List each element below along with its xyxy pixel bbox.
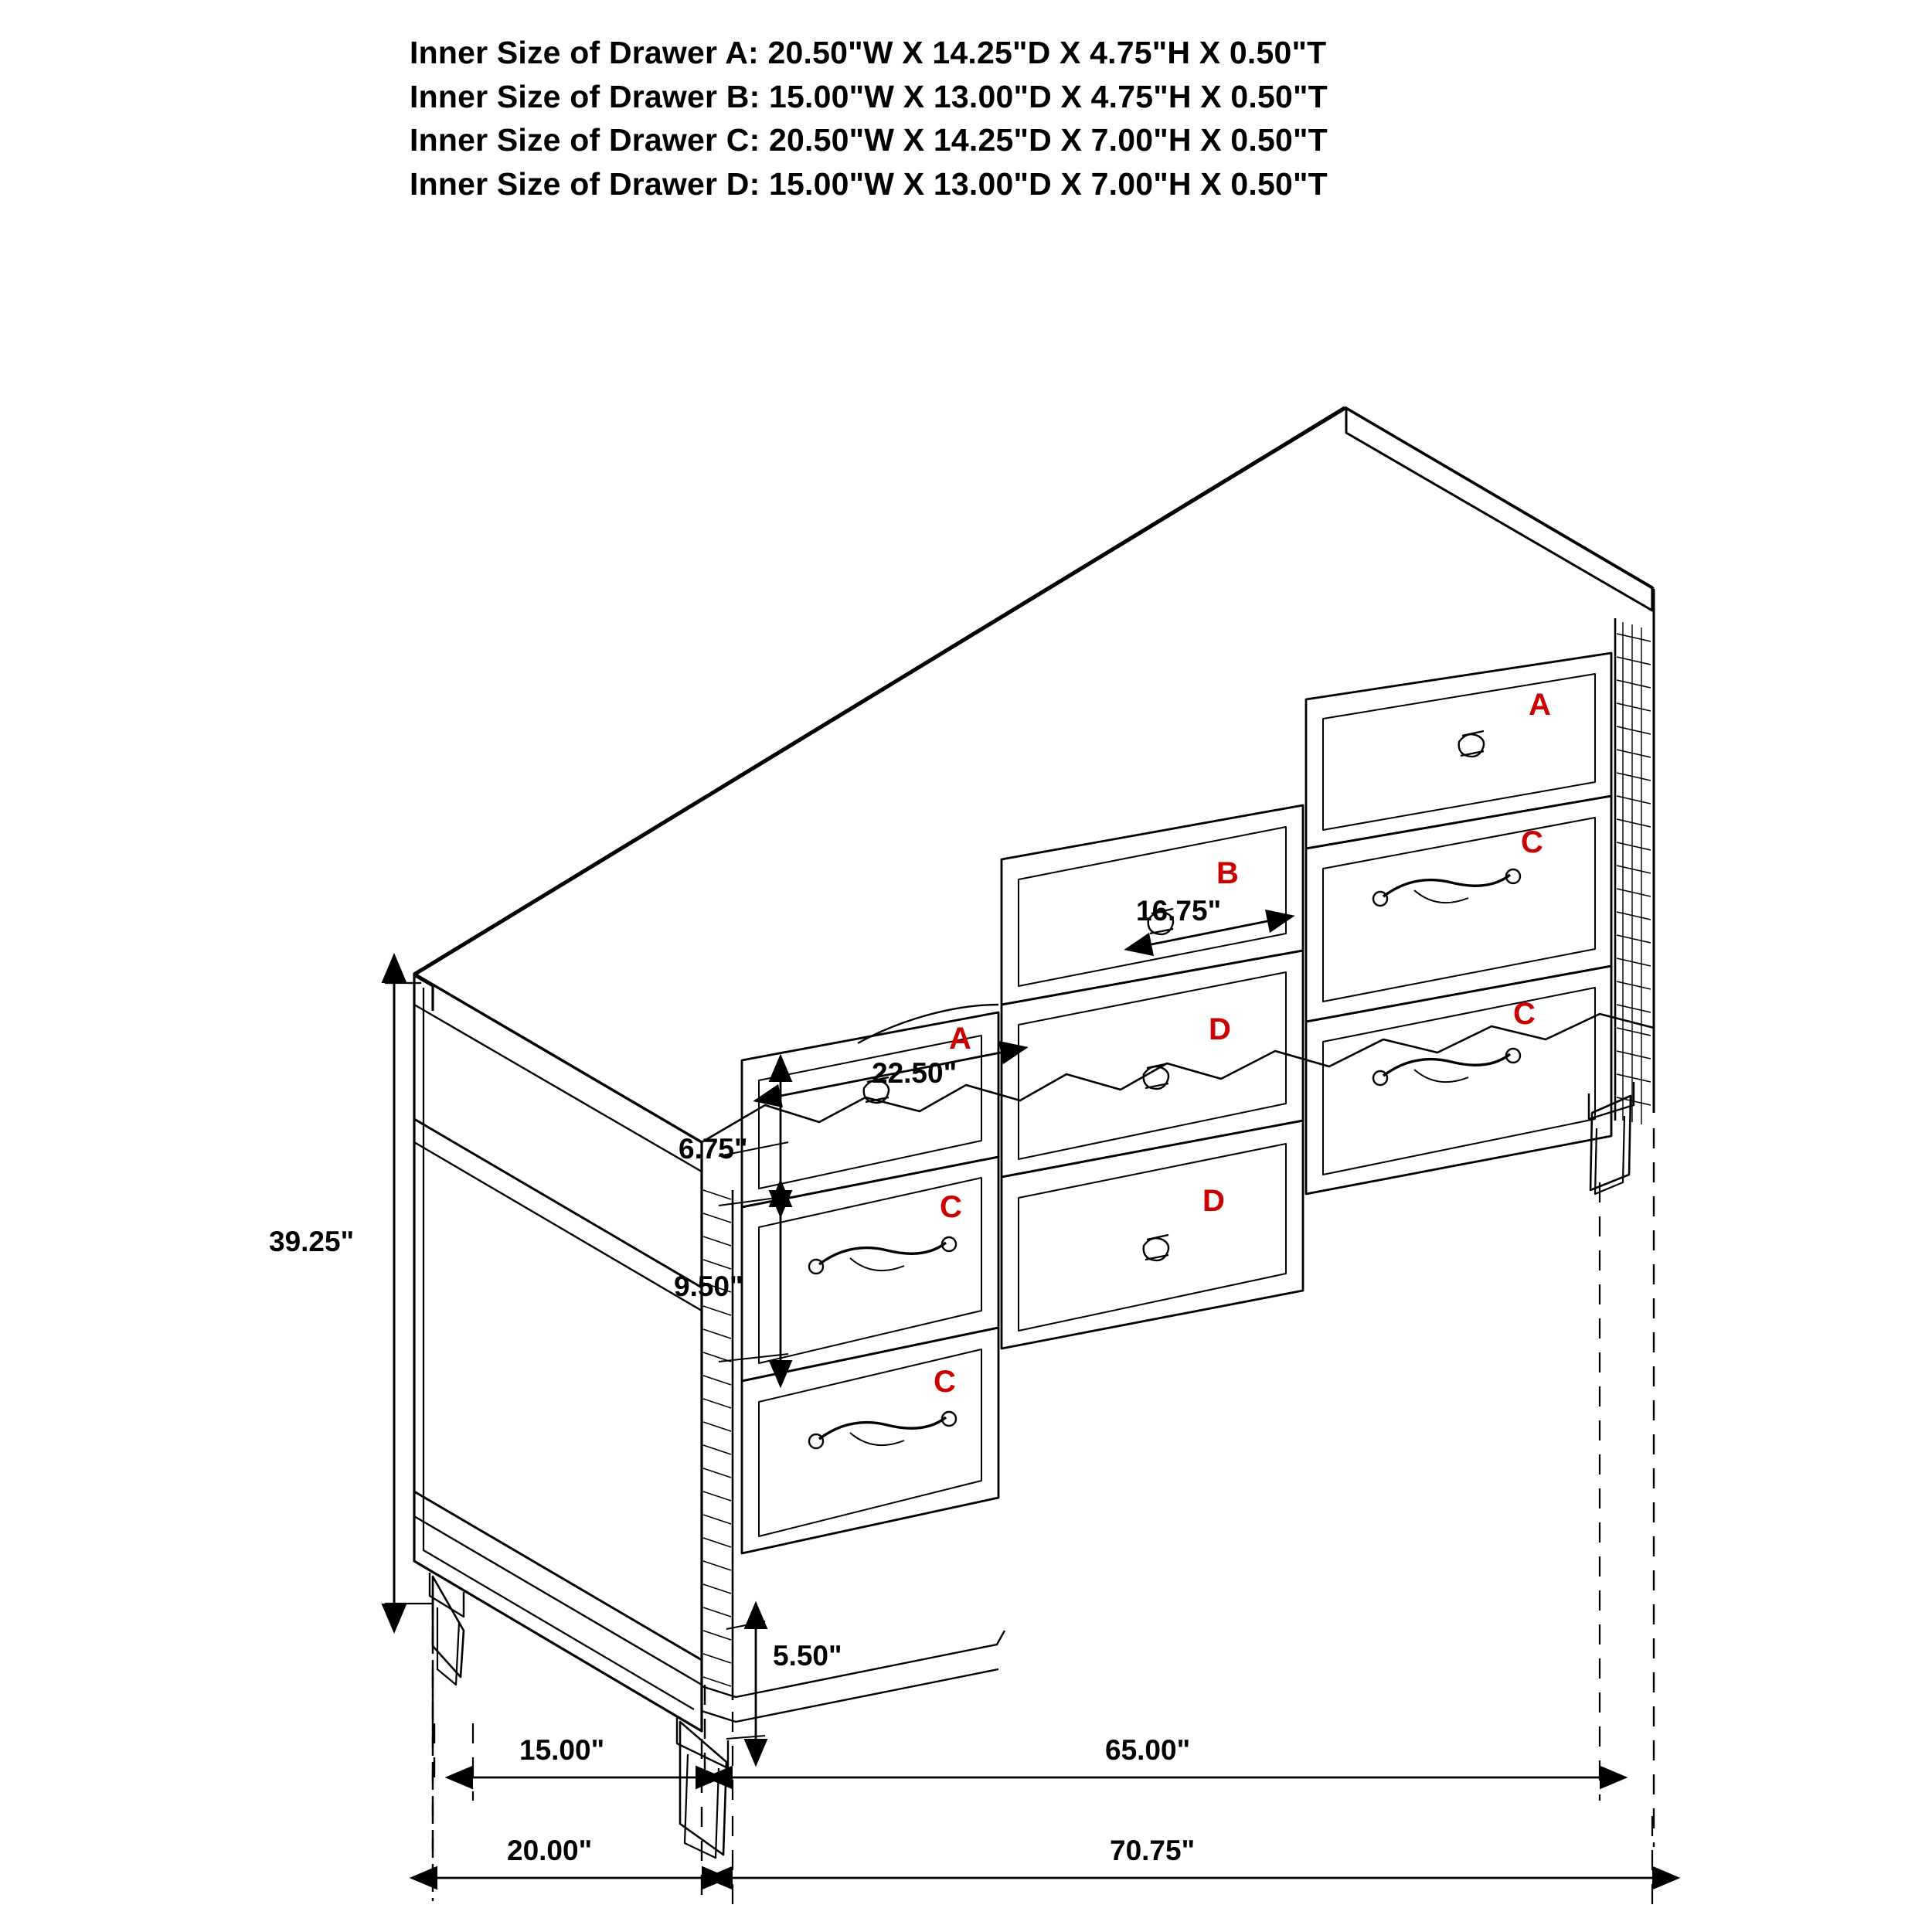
drawer-label-left-middle-c: C [940,1190,962,1224]
dim-leg-height: 5.50" [773,1640,842,1672]
spec-line-drawer-c: Inner Size of Drawer C: 20.50"W X 14.25"D X 7.00"H X 0.50"T [410,122,1328,158]
dim-side-depth: 15.00" [519,1734,605,1766]
drawer-label-left-bottom-c: C [934,1365,956,1399]
dim-overall-height: 39.25" [269,1226,355,1257]
dim-drawer-a-height: 6.75" [679,1133,748,1165]
dim-drawer-c-height: 9.50" [674,1270,743,1302]
drawer-label-top-right-a: A [1529,688,1551,722]
dim-front-width: 65.00" [1105,1734,1191,1766]
drawer-label-right-upper-c: C [1521,825,1543,859]
spec-line-drawer-b: Inner Size of Drawer B: 15.00"W X 13.00"D X 4.75"H X 0.50"T [410,78,1328,114]
dim-drawer-a-width: 22.50" [872,1057,957,1089]
drawer-label-middle-upper-d: D [1209,1012,1231,1046]
drawer-label-top-middle-b: B [1216,856,1239,890]
drawer-label-right-lower-c: C [1513,997,1536,1031]
dim-total-width: 70.75" [1110,1835,1196,1866]
dim-total-depth: 20.00" [507,1835,593,1866]
dresser-body-outline [414,407,1654,1858]
drawer-label-top-left-a: A [949,1022,971,1056]
drawer-pulls [809,731,1520,1448]
spec-line-drawer-a: Inner Size of Drawer A: 20.50"W X 14.25"D X 4.75"H X 0.50"T [410,35,1327,70]
dim-drawer-b-width: 16.75" [1136,895,1222,927]
spec-line-drawer-d: Inner Size of Drawer D: 15.00"W X 13.00"D X 7.00"H X 0.50"T [410,165,1328,202]
drawer-label-middle-lower-d: D [1202,1184,1225,1218]
